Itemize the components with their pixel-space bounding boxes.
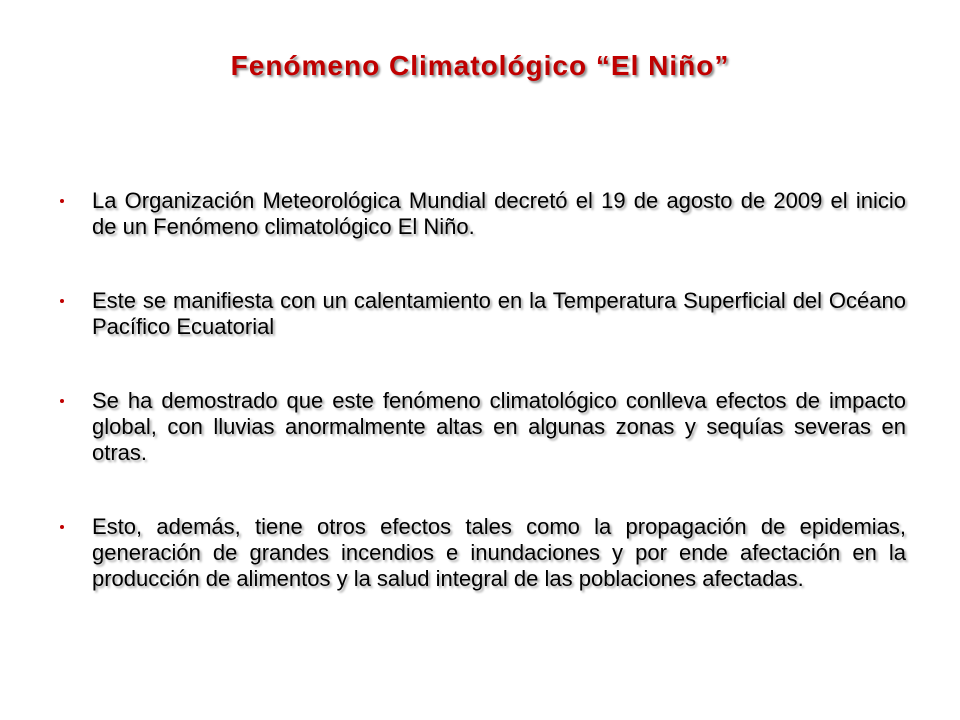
bullet-item [60, 514, 906, 592]
slide-title: Fenómeno Climatológico “El Niño” [230, 50, 730, 81]
bullet-text: La Organización Meteorológica Mundial decretó el 19 de agosto de 2009 el inicio de un Fenómeno climatológico El Niño. [92, 188, 906, 239]
bullet-text: Se ha demostrado que este fenómeno climatológico conlleva efectos de impacto global, con lluvias anormalmente altas en algunas zonas y sequías severas en otras. [92, 388, 906, 465]
bullet-text: Esto, además, tiene otros efectos tales como la propagación de epidemias, generación de grandes incendios e inundaciones y por ende afectación en la producción de alimentos y la salud integral de las poblaciones afectadas. [92, 514, 906, 591]
bullet-dot-icon [60, 399, 64, 403]
bullet-item [60, 188, 906, 240]
bullet-text: Este se manifiesta con un calentamiento en la Temperatura Superficial del Océano Pacífico Ecuatorial [92, 288, 906, 339]
bullet-dot-icon [60, 299, 64, 303]
bullet-item [60, 288, 906, 340]
bullet-dot-icon [60, 525, 64, 529]
bullet-item [60, 388, 906, 466]
bullet-dot-icon [60, 199, 64, 203]
bullet-list [60, 188, 906, 592]
